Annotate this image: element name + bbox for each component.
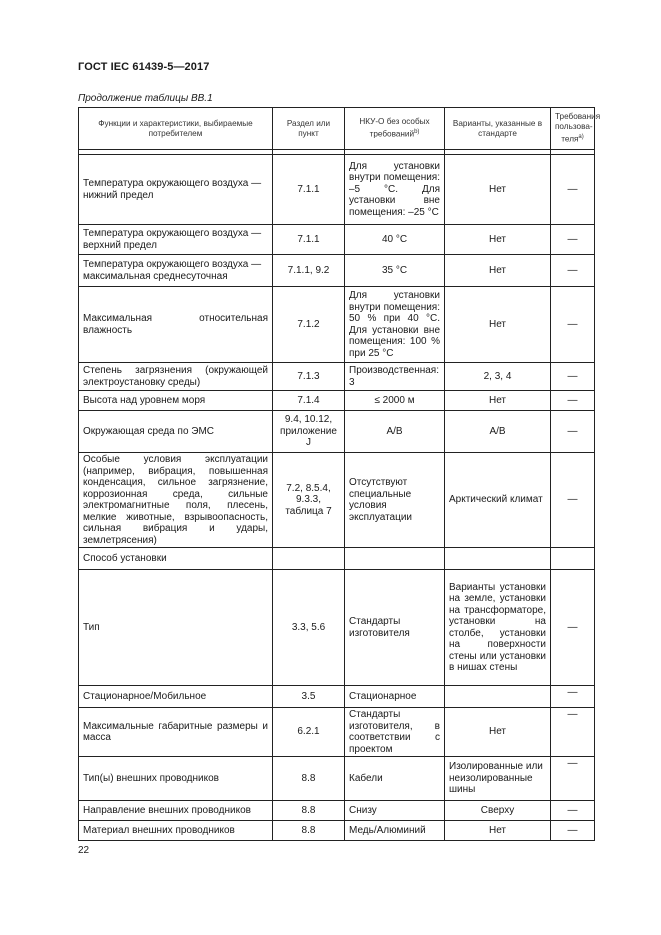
header-default-note: b) [414,129,420,136]
row-section: 7.1.1, 9.2 [273,255,345,287]
header-functions: Функции и характеристики, выбираемые потребителем [79,108,273,150]
standard-designation: ГОСТ IEC 61439-5—2017 [78,61,210,73]
row-variants: Нет [445,287,551,363]
row-function: Особые условия эксплуатации (например, вибрация, повышенная конденсация, сильное загрязнение, коррозионная среда, сильные электромагнитные поля, плесень, мелкие животные, взрывоопасность, сильная вибрация и удары, землетрясения) [79,453,273,548]
table-row [79,570,595,686]
table-row [79,548,595,570]
row-function: Максимальные габаритные размеры и масса [79,708,273,757]
row-default: 35 °С [345,255,445,287]
row-default: Отсутствуют специальные условия эксплуатации [345,453,445,548]
row-user-req: — [551,225,595,255]
row-function: Способ установки [79,548,273,570]
row-variants: Изолированные или неизолированные шины [445,757,551,801]
header-user-req [551,108,601,150]
row-function: Температура окружающего воздуха — нижний предел [79,155,273,225]
row-function: Высота над уровнем моря [79,391,273,411]
row-variants: Нет [445,155,551,225]
row-function: Тип(ы) внешних проводников [79,757,273,801]
row-section: 3.5 [273,686,345,708]
row-variants [445,548,551,570]
table-row [79,708,595,757]
row-default: Для установки внутри помещения: 50 % при 40 °С. Для установки вне помещения: 100 % при 25 °С [345,287,445,363]
row-default: Производственная: 3 [345,363,445,391]
row-variants: А/В [445,411,551,453]
row-user-req: — [551,708,595,757]
row-user-req: — [551,570,595,686]
row-user-req [551,548,595,570]
row-function: Направление внешних проводников [79,801,273,821]
table-row [79,411,595,453]
row-default: Для установки внутри помещения: –5 °С. Для установки вне помещения: –25 °С [345,155,445,225]
row-function: Степень загрязнения (окружающей электроустановку среды) [79,363,273,391]
row-default: Стандарты изготовителя [345,570,445,686]
row-variants: Сверху [445,801,551,821]
row-default: Стационарное [345,686,445,708]
row-function: Тип [79,570,273,686]
row-user-req: — [551,155,595,225]
row-default: А/В [345,411,445,453]
row-default: ≤ 2000 м [345,391,445,411]
row-section: 8.8 [273,801,345,821]
row-user-req: — [551,411,595,453]
row-section: 8.8 [273,821,345,841]
requirements-table [78,107,601,841]
header-default-label: НКУ-О без особых требований [359,117,430,139]
row-section: 7.1.4 [273,391,345,411]
table-header-row [79,108,595,150]
table-row [79,757,595,801]
row-section: 7.1.1 [273,155,345,225]
row-function: Стационарное/Мобильное [79,686,273,708]
table-row [79,225,595,255]
row-variants: Нет [445,708,551,757]
table-row [79,453,595,548]
row-user-req: — [551,287,595,363]
row-variants [445,686,551,708]
header-user-req-note: a) [578,134,584,141]
table-row [79,155,595,225]
header-variants: Варианты, указанные в стандарте [445,108,551,150]
row-variants: Арктический климат [445,453,551,548]
table-row [79,255,595,287]
row-default: Снизу [345,801,445,821]
table-row [79,287,595,363]
row-variants: Нет [445,255,551,287]
row-section [273,548,345,570]
row-variants: Нет [445,821,551,841]
row-section: 7.1.1 [273,225,345,255]
row-section: 8.8 [273,757,345,801]
row-section: 6.2.1 [273,708,345,757]
row-variants: Варианты установки на земле, установки на трансформаторе, установки на столбе, установки на поверхности стены или установки в нишах стены [445,570,551,686]
header-user-req-label: Требования пользова-теля [555,112,601,144]
row-default: 40 °С [345,225,445,255]
row-user-req: — [551,821,595,841]
header-default [345,108,445,150]
row-default: Медь/Алюминий [345,821,445,841]
row-section: 7.1.3 [273,363,345,391]
table-caption: Продолжение таблицы ВВ.1 [78,93,213,104]
row-section: 7.2, 8.5.4, 9.3.3, таблица 7 [273,453,345,548]
row-user-req: — [551,686,595,708]
row-default: Стандарты изготовителя, в соответствии с проектом [345,708,445,757]
header-section: Раздел или пункт [273,108,345,150]
row-section: 3.3, 5.6 [273,570,345,686]
table-row [79,363,595,391]
row-function: Температура окружающего воздуха — максимальная среднесуточная [79,255,273,287]
table-row [79,801,595,821]
row-function: Температура окружающего воздуха — верхний предел [79,225,273,255]
row-default: Кабели [345,757,445,801]
row-user-req: — [551,453,595,548]
row-variants: 2, 3, 4 [445,363,551,391]
row-user-req: — [551,801,595,821]
table-row [79,686,595,708]
row-section: 7.1.2 [273,287,345,363]
row-user-req: — [551,255,595,287]
table-row [79,391,595,411]
row-section: 9.4, 10.12, приложение J [273,411,345,453]
row-function: Окружающая среда по ЭМС [79,411,273,453]
row-function: Максимальная относительная влажность [79,287,273,363]
row-function: Материал внешних проводников [79,821,273,841]
table-row [79,821,595,841]
row-variants: Нет [445,225,551,255]
row-user-req: — [551,363,595,391]
row-default [345,548,445,570]
row-variants: Нет [445,391,551,411]
page-number: 22 [78,845,90,856]
row-user-req: — [551,391,595,411]
row-user-req: — [551,757,595,801]
